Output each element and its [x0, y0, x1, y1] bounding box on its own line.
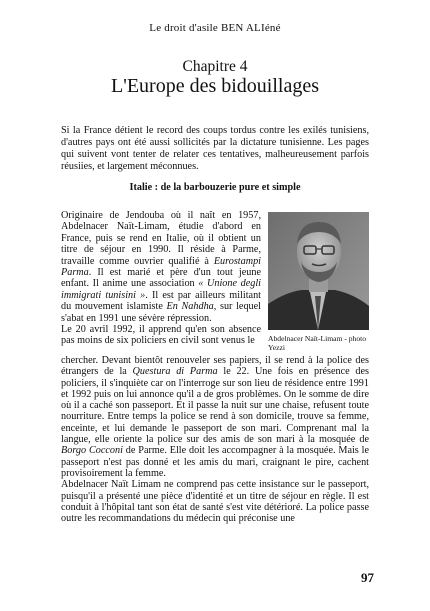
office-name: Questura di Parma: [132, 366, 218, 378]
portrait-photo-image: [268, 212, 369, 330]
text-run: Originaire de Jendouba où il naît en 1957, Abdelnacer Naït-Limam, étudie d'abord en France, puis se rend en Italie, où il obtient un titre de séjour en 1990. Il réside à Parme, travaille comme ouvrier qualifié à: [61, 210, 261, 267]
text-run: . Il est marié et père d'un tout jeune enfant. Il anime une association: [61, 267, 261, 290]
text-run: chercher. Devant bientôt renouveler ses papiers, il se rend à la police des étrangers de la: [61, 355, 369, 378]
intro-paragraph: Si la France détient le record des coups tordus contre les exilés tunisiens, d'autres pays ont été aussi sollicités par la dictature tunisienne. Les pages qui suivent vont tenter de relater ces tentatives, malheureusement parfois réusiies, et largement méconnues.: [61, 125, 369, 173]
body-paragraph-2-cont: [61, 355, 369, 479]
text-run: , sur lequel s'abat en 1991 une sévère répression.: [61, 301, 261, 324]
text-run: . Il est par ailleurs militant du mouvement islamiste: [61, 289, 261, 313]
company-name: Eurostampi Parma: [61, 255, 261, 279]
chapter-label: Chapitre 4: [182, 58, 248, 75]
text-run: de Parme. Elle doit les accompagner à la mosquée. Mais le passeport n'est pas donné et les amis du mari, craignant le pire, cachent provisoirement la femme.: [61, 445, 369, 479]
portrait-photo: [268, 212, 369, 330]
association-name: « Unione degli immigrati tunisini »: [61, 278, 261, 301]
body-full-text: [61, 355, 369, 524]
running-head: Le droit d'asile BEN ALIéné: [149, 22, 281, 34]
body-column-text: [61, 210, 261, 347]
page-number: 97: [361, 570, 374, 585]
body-paragraph-2-start: Le 20 avril 1992, il apprend qu'en son absence pas moins de six policiers en civil sont venus le: [61, 324, 261, 347]
movement-name: En Nahdha: [166, 301, 214, 313]
chapter-title: L'Europe des bidouillages: [111, 75, 319, 97]
place-name: Borgo Cocconi: [61, 445, 123, 457]
body-paragraph-3: Abdelnacer Naït Limam ne comprend pas cette insistance sur le passeport, puisqu'il a présenté une pièce d'identité et un titre de séjour en règle. Il est conduit à l'hôpital tant son état de santé s'est vite détérioré. La police passe outre les recommandations du médecin qui préconise une: [61, 479, 369, 525]
photo-caption: Abdelnacer Naït-Limam - photo Yezzi: [268, 334, 367, 352]
text-run: le 22. Une fois en présence des policiers, il s'inquiète car on l'interroge sur son lieu de résidence entre 1991 et 1992 puis on lui annonce qu'il a de gros problèmes. On le somme de dire où il a caché son passeport. Et il passe la nuit sur une chaise, refusent toute nourriture. Entre temps la police se rend à son domicile, trouve sa femme, enceinte, et lui demande le passeport de son mari. Comprenant mal la langue, elle oriente la police sur des amis de son mari à la mosquée de: [61, 366, 370, 446]
section-heading: Italie : de la barbouzerie pure et simple: [129, 182, 301, 193]
body-paragraph-1: [61, 210, 261, 324]
